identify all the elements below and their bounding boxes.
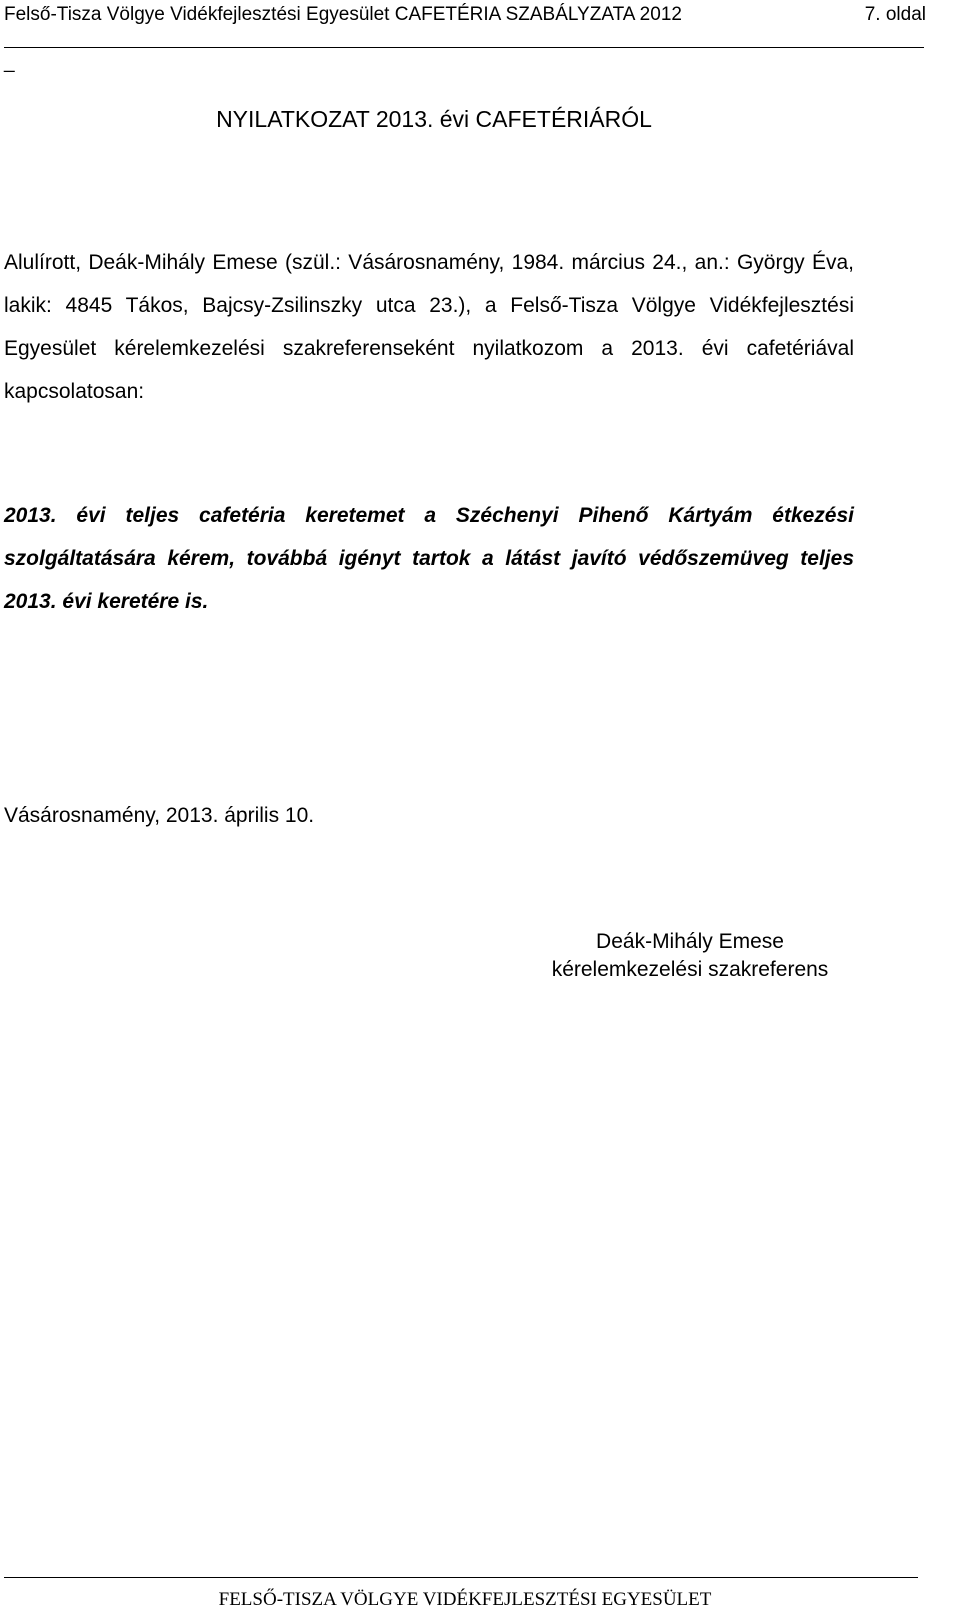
signature-role: kérelemkezelési szakreferens — [551, 958, 829, 981]
footer-rule — [4, 1577, 918, 1578]
header-rule — [4, 47, 924, 48]
place-and-date: Vásárosnamény, 2013. április 10. — [4, 804, 315, 827]
header-page-number: 7. oldal — [864, 4, 926, 25]
signature-name: Deák-Mihály Emese — [596, 930, 784, 953]
header-title: Felső-Tisza Völgye Vidékfejlesztési Egyesület CAFETÉRIA SZABÁLYZATA 2012 — [4, 4, 682, 25]
declaration-paragraph: Alulírott, Deák-Mihály Emese (szül.: Vásárosnamény, 1984. március 24., an.: György Éva, lakik: 4845 Tákos, Bajcsy-Zsilinszky utca 23.), a Felső-Tisza Völgye Vidékfejlesztési Egyesület kérelemkezelési szakreferenseként nyilatkozom a 2013. évi cafetériával kapcsolatosan: — [4, 251, 854, 403]
request-paragraph: 2013. évi teljes cafetéria keretemet a Széchenyi Pihenő Kártyám étkezési szolgáltatására kérem, továbbá igényt tartok a látást javító védőszemüveg teljes 2013. évi keretére is. — [4, 504, 854, 613]
header-underscore: _ — [4, 52, 15, 73]
signature-block — [470, 928, 910, 984]
document-title: NYILATKOZAT 2013. évi CAFETÉRIÁRÓL — [216, 106, 652, 132]
footer-text: FELSŐ-TISZA VÖLGYE VIDÉKFEJLESZTÉSI EGYESÜLET — [218, 1589, 712, 1610]
